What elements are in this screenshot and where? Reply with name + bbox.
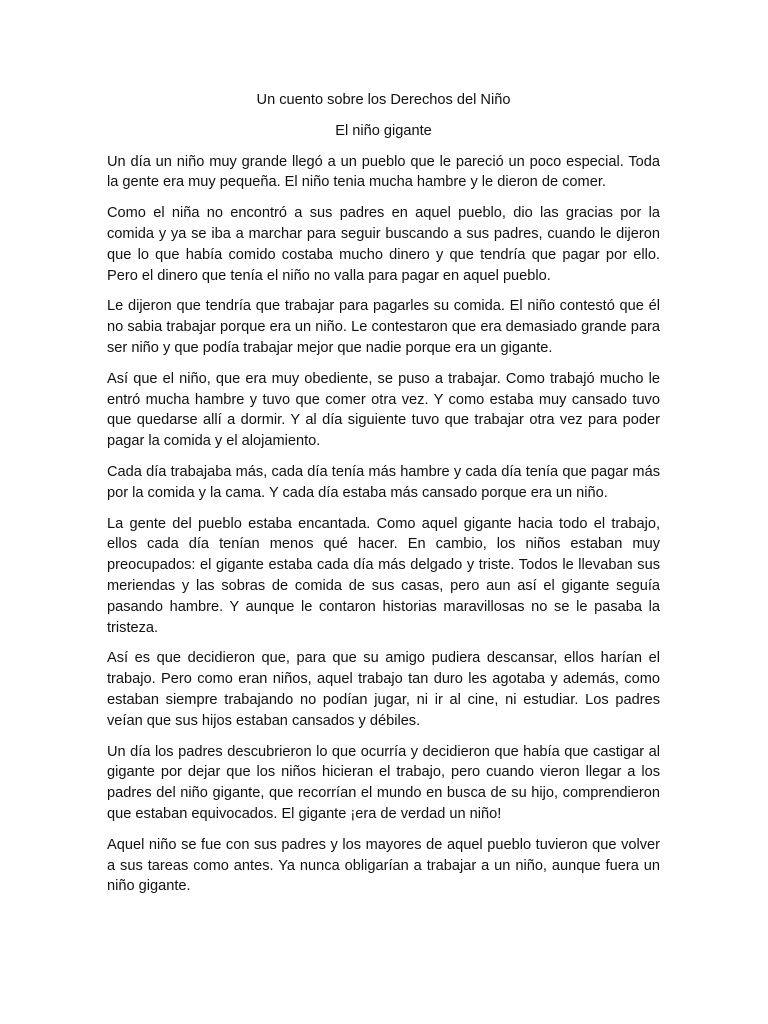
paragraph-2: Como el niña no encontró a sus padres en aquel pueblo, dio las gracias por la comida y ya se iba a marchar para seguir buscando a sus padres, cuando le dijeron que lo que había comido costaba mucho dinero y que tendría que pagar por ello. Pero el dinero que tenía el niño no valla para pagar en aquel pueblo. (107, 205, 660, 284)
paragraph-8: Un día los padres descubrieron lo que ocurría y decidieron que había que castigar al gigante por dejar que los niños hicieran el trabajo, pero cuando vieron llegar a los padres del niño gigante, que recorrían el mundo en busca de su hijo, comprendieron que estaban equivocados. El gigante ¡era de verdad un niño! (107, 743, 660, 822)
paragraph-4: Así que el niño, que era muy obediente, se puso a trabajar. Como trabajó mucho le entró mucha hambre y tuvo que comer otra vez. Y como estaba muy cansado tuvo que quedarse allí a dormir. Y al día siguiente tuvo que trabajar otra vez para poder pagar la comida y el alojamiento. (107, 370, 660, 450)
paragraph-7: Así es que decidieron que, para que su amigo pudiera descansar, ellos harían el trabajo. Pero como eran niños, aquel trabajo tan duro les agotaba y además, como estaban siempre trabajando no podían jugar, ni ir al cine, ni estudiar. Los padres veían que sus hijos estaban cansados y débiles. (107, 650, 660, 729)
paragraph-1: Un día un niño muy grande llegó a un pueblo que le pareció un poco especial. Toda la gente era muy pequeña. El niño tenia mucha hambre y le dieron de comer. (107, 153, 660, 191)
paragraph-3: Le dijeron que tendría que trabajar para pagarles su comida. El niño contestó que él no sabia trabajar porque era un niño. Le contestaron que era demasiado grande para ser niño y que podía trabajar mejor que nadie porque era un gigante. (107, 298, 660, 356)
document-page (107, 90, 660, 907)
document-subtitle: El niño gigante (335, 122, 432, 139)
paragraph-9: Aquel niño se fue con sus padres y los mayores de aquel pueblo tuvieron que volver a sus tareas como antes. Ya nunca obligarían a trabajar a un niño, aunque fuera un niño gigante. (107, 836, 660, 895)
paragraph-5: Cada día trabajaba más, cada día tenía más hambre y cada día tenía que pagar más por la comida y la cama. Y cada día estaba más cansado porque era un niño. (107, 463, 660, 501)
document-title: Un cuento sobre los Derechos del Niño (256, 92, 511, 108)
paragraph-6: La gente del pueblo estaba encantada. Como aquel gigante hacia todo el trabajo, ellos cada día tenían menos qué hacer. En cambio, los niños estaban muy preocupados: el gigante estaba cada día más delgado y triste. Todos le llevaban sus meriendas y las sobras de comida de sus casas, pero aun así el gigante seguía pasando hambre. Y aunque le contaron historias maravillosas no se le pasaba la tristeza. (107, 515, 660, 636)
